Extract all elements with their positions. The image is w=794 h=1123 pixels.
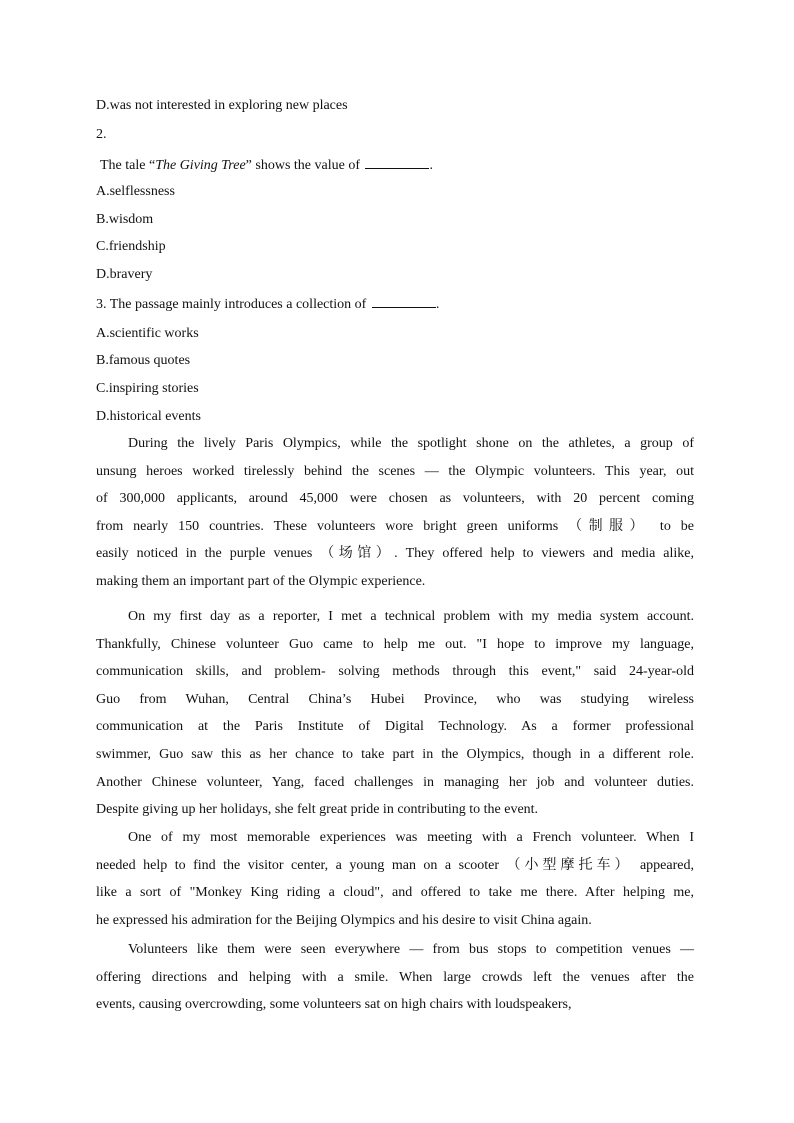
- paragraph-line: One of my most memorable experiences was meeting with a French volunteer. When I: [128, 830, 694, 845]
- paragraph-line: of 300,000 applicants, around 45,000 were chosen as volunteers, with 20 percent coming: [96, 491, 694, 507]
- q2-number: 2.: [96, 127, 107, 142]
- q3-option-d: D.historical events: [96, 409, 201, 424]
- paragraph-line: offering directions and helping with a smile. When large crowds left the venues after the: [96, 969, 694, 985]
- q2-option-d: D.bravery: [96, 267, 153, 282]
- paragraph-line: like a sort of "Monkey King riding a cloud", and offered to take me there. After helping me,: [96, 885, 694, 901]
- paragraph-line: communication at the Paris Institute of Digital Technology. As a former professional: [96, 719, 694, 735]
- q3-stem-text: 3. The passage mainly introduces a collection of: [96, 297, 367, 312]
- paragraph-line: Despite giving up her holidays, she felt great pride in contributing to the event.: [96, 802, 539, 818]
- paragraph-line: he expressed his admiration for the Beijing Olympics and his desire to visit China again.: [96, 912, 592, 928]
- q3-stem-end: .: [435, 297, 440, 312]
- q3-stem: [96, 295, 439, 313]
- q2-stem-end: .: [429, 158, 433, 173]
- q2-stem-pre: The tale “: [100, 158, 156, 173]
- paragraph-line: Volunteers like them were seen everywhere — from bus stops to competition venues —: [128, 942, 694, 957]
- paragraph-line: During the lively Paris Olympics, while the spotlight shone on the athletes, a group of: [128, 436, 694, 451]
- q3-answer-blank: [372, 295, 436, 308]
- passage-paragraph-4: [96, 936, 694, 1019]
- passage-paragraph-2: [96, 603, 694, 824]
- paragraph-line: On my first day as a reporter, I met a technical problem with my media system account.: [128, 609, 694, 624]
- paragraph-line: events, causing overcrowding, some volunteers sat on high chairs with loudspeakers,: [96, 997, 572, 1013]
- paragraph-line: from nearly 150 countries. These volunteers wore bright green uniforms （制服） to be: [96, 518, 694, 534]
- q2-answer-blank: [365, 156, 429, 169]
- q2-stem: [100, 156, 433, 174]
- q1-option-d: D.was not interested in exploring new places: [96, 98, 348, 113]
- q2-stem-post: ” shows the value of: [245, 158, 360, 173]
- passage-paragraph-1: [96, 430, 694, 596]
- q3-option-a: A.scientific works: [96, 326, 199, 341]
- passage-paragraph-3: [96, 824, 694, 934]
- paragraph-line: needed help to find the visitor center, a young man on a scooter （小型摩托车） appeared,: [96, 857, 694, 873]
- q2-option-c: C.friendship: [96, 239, 166, 254]
- paragraph-line: Another Chinese volunteer, Yang, faced challenges in managing her job and volunteer duties.: [96, 774, 694, 790]
- paragraph-line: Thankfully, Chinese volunteer Guo came to help me out. "I hope to improve my language,: [96, 636, 694, 652]
- q2-option-a: A.selflessness: [96, 184, 175, 199]
- q2-option-b: B.wisdom: [96, 212, 154, 227]
- q3-option-c: C.inspiring stories: [96, 381, 199, 396]
- paragraph-line: making them an important part of the Olympic experience.: [96, 573, 426, 589]
- paragraph-line: unsung heroes worked tirelessly behind the scenes — the Olympic volunteers. This year, out: [96, 463, 694, 479]
- q2-stem-title: The Giving Tree: [155, 158, 246, 173]
- paragraph-line: easily noticed in the purple venues （场馆）. They offered help to viewers and media alike,: [96, 546, 694, 562]
- paragraph-line: communication skills, and problem- solving methods through this event," said 24-year-old: [96, 664, 694, 680]
- q3-option-b: B.famous quotes: [96, 353, 191, 368]
- paragraph-line: swimmer, Guo saw this as her chance to take part in the Olympics, though in a different role.: [96, 746, 694, 762]
- paragraph-line: Guo from Wuhan, Central China’s Hubei Province, who was studying wireless: [96, 691, 694, 707]
